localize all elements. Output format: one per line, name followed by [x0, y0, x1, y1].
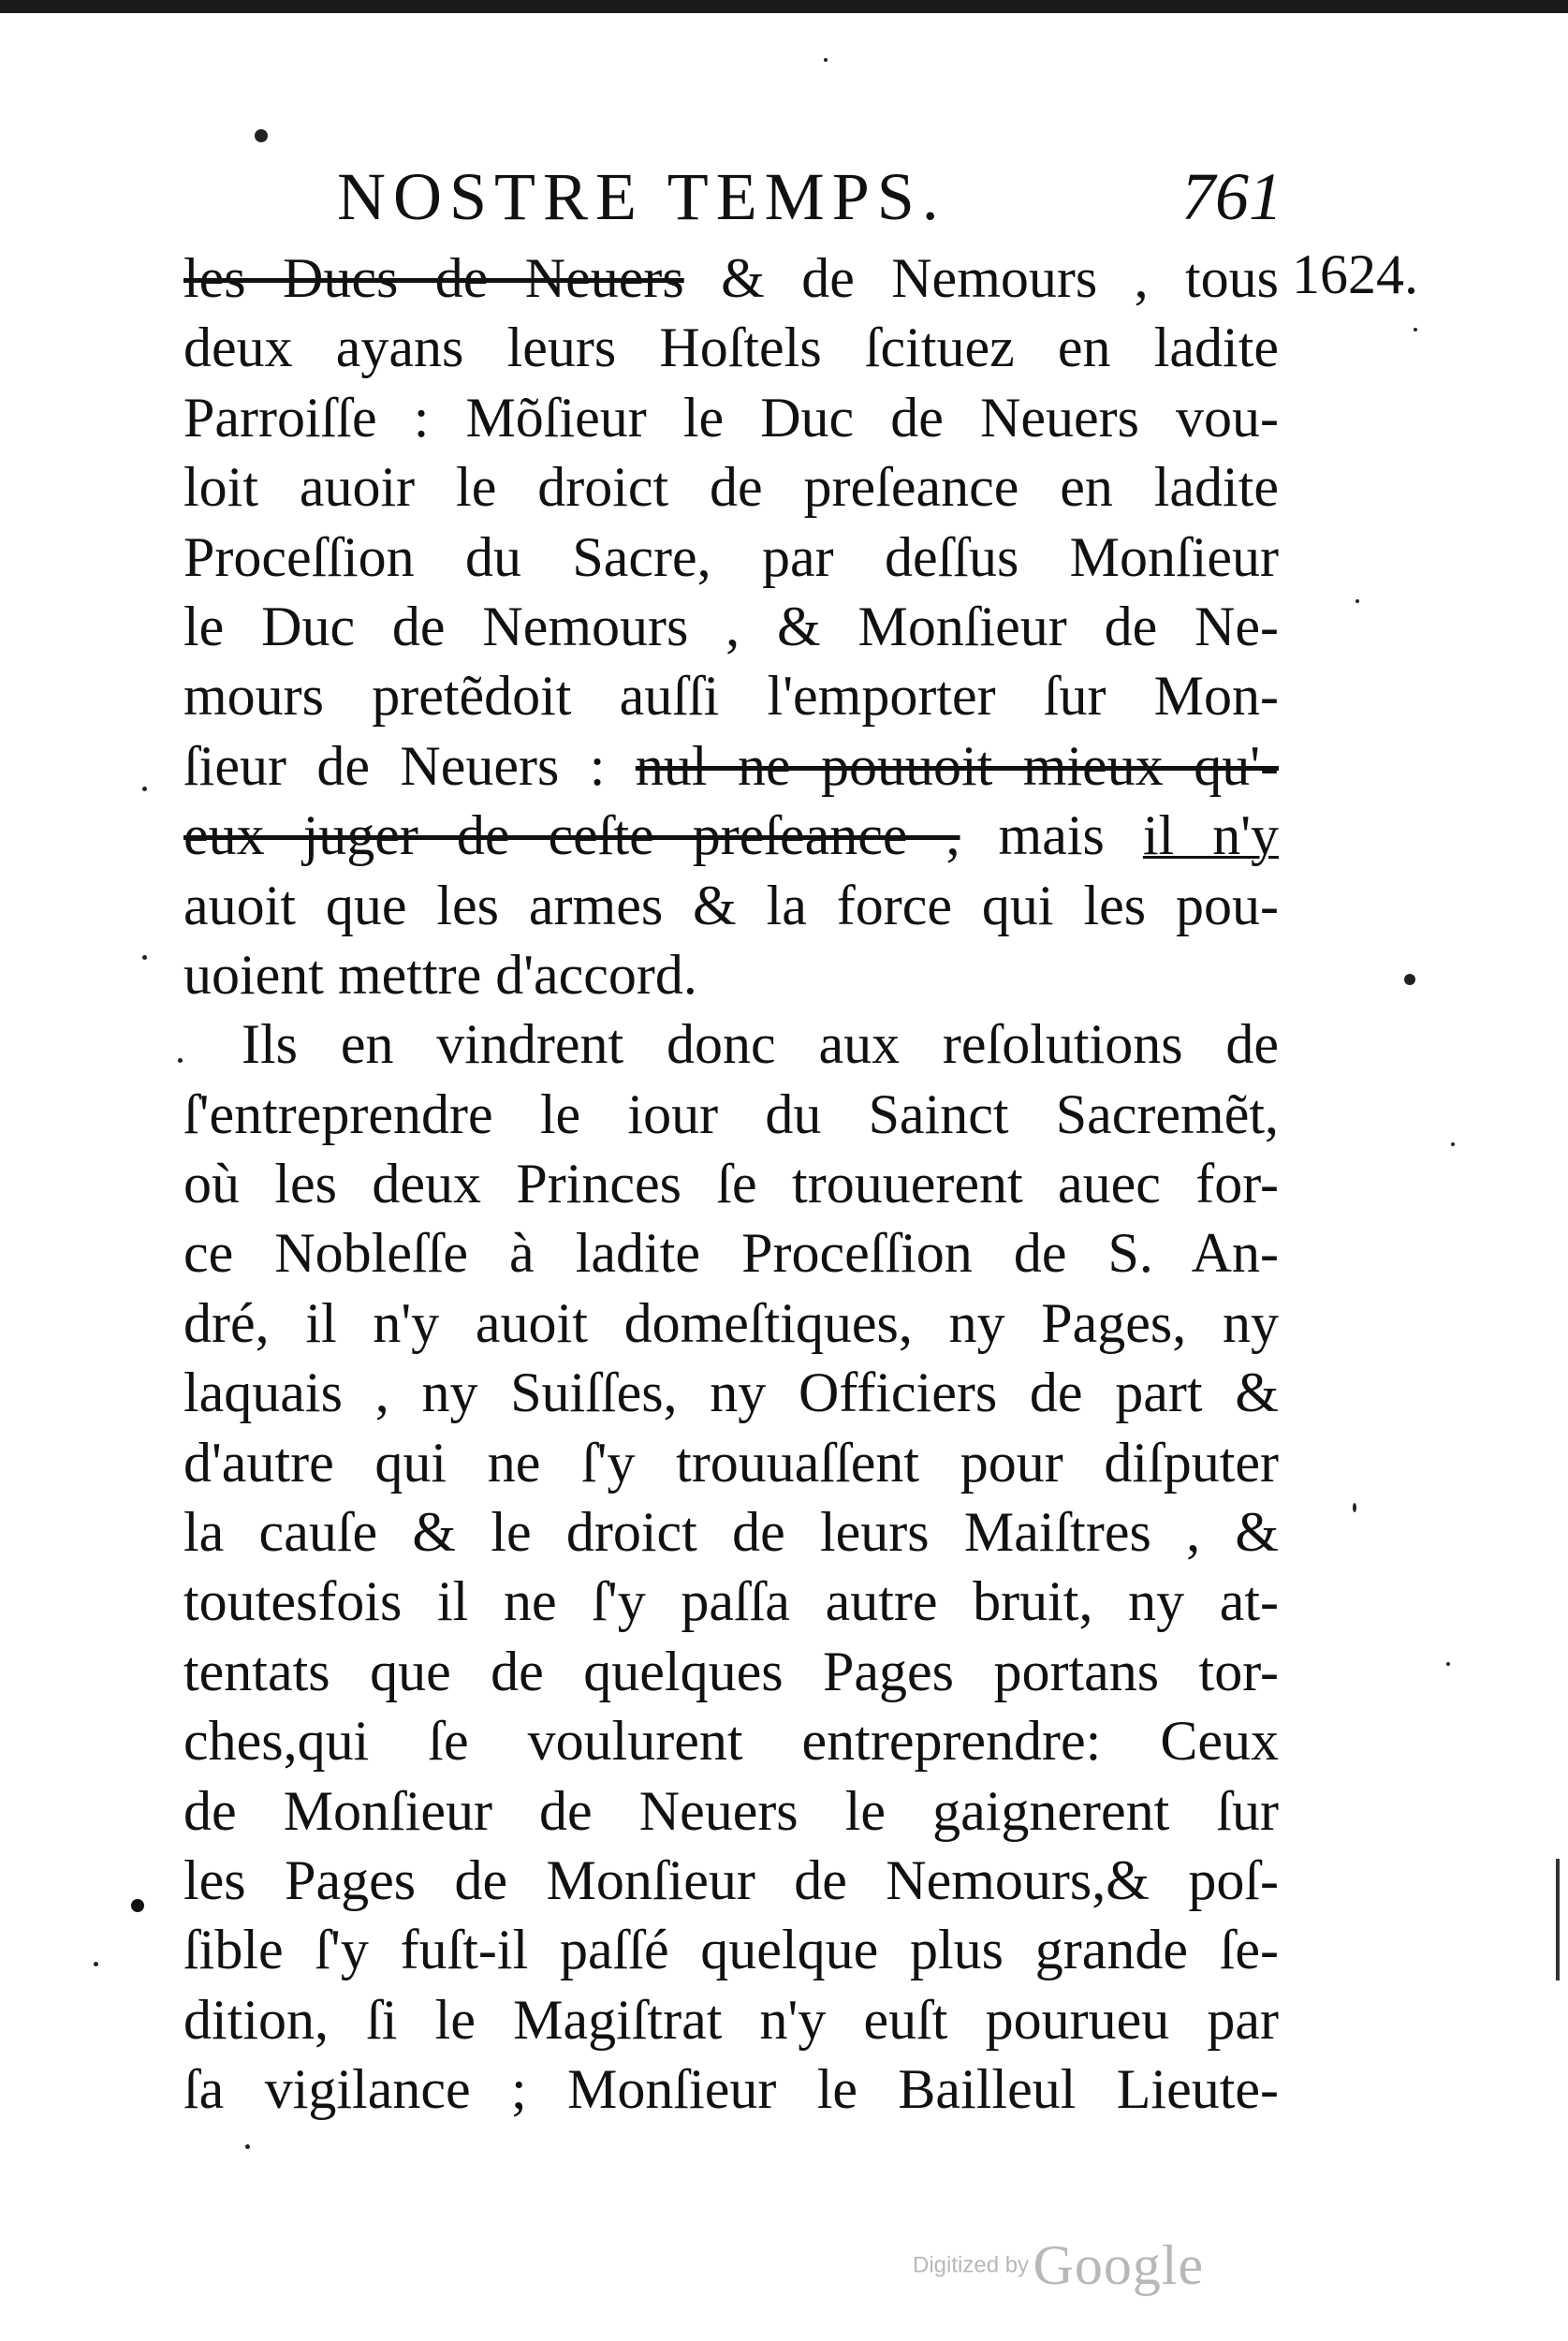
underlined-text: il n'y [1142, 804, 1279, 867]
scan-speck [245, 2144, 250, 2149]
line-text: & de Nemours , tous [721, 247, 1279, 309]
body-text [183, 243, 1279, 2125]
text-line [183, 1706, 1279, 1775]
line-text: où les deux Princes ſe trouuerent auec for- [183, 1153, 1279, 1215]
struck-text: eux juger de ceſte preſeance , [183, 804, 960, 867]
line-text: tentats que de quelques Pages portans tor- [183, 1640, 1279, 1702]
line-text: ſible ſ'y fuſt-il paſſé quelque plus grande ſe- [183, 1919, 1279, 1981]
line-text: uoient mettre d'accord. [183, 943, 697, 1006]
scan-speck [1446, 1662, 1450, 1666]
text-line [183, 452, 1279, 522]
text-line [183, 2054, 1279, 2124]
line-text: ches,qui ſe voulurent entreprendre: Ceux [183, 1710, 1279, 1773]
text-line [183, 1776, 1279, 1846]
line-text: les Pages de Monſieur de Nemours,& poſ- [183, 1848, 1279, 1911]
text-line [183, 1009, 1279, 1079]
scan-speck [142, 787, 147, 791]
line-text: Ils en vindrent donc aux reſolutions de [242, 1013, 1279, 1076]
line-text: ce Nobleſſe à ladite Proceſſion de S. An- [183, 1222, 1279, 1285]
text-line [183, 1358, 1279, 1427]
margin-year: 1624. [1292, 243, 1418, 305]
text-line [183, 1567, 1279, 1636]
text-line [183, 1080, 1279, 1149]
text-line [183, 383, 1279, 452]
text-line [183, 1846, 1279, 1915]
margin-rule [1556, 1859, 1560, 1980]
line-text: le Duc de Nemours , & Monſieur de Ne- [183, 595, 1279, 657]
text-line [183, 1985, 1279, 2054]
scan-speck [1356, 599, 1359, 603]
running-head: NOSTRE TEMPS. [337, 159, 946, 234]
line-text: la cauſe & le droict de leurs Maiſtres , & [183, 1501, 1279, 1564]
line-text: Parroiſſe : Mõſieur le Duc de Neuers vou- [183, 386, 1279, 449]
line-text: de Monſieur de Neuers le gaignerent ſur [183, 1779, 1279, 1842]
line-text: Proceſſion du Sacre, par deſſus Monſieur [183, 525, 1279, 588]
scan-speck [824, 58, 828, 62]
text-line [183, 1497, 1279, 1567]
page-top-edge [0, 0, 1568, 13]
struck-text: les Ducs de Neuers [183, 247, 684, 309]
struck-text: nul ne pouuoit mieux qu'- [635, 734, 1279, 797]
line-text: auoit que les armes & la force qui les pou- [183, 874, 1279, 936]
text-line [183, 1218, 1279, 1288]
text-line [183, 661, 1279, 730]
scan-speck [255, 129, 268, 142]
scan-speck [142, 955, 147, 960]
google-logo: Google [1033, 2234, 1205, 2296]
line-text: dition, ſi le Magiſtrat n'y euſt pourueu par [183, 1988, 1279, 2051]
text-line [183, 1915, 1279, 1984]
line-text: toutesfois il ne ſ'y paſſa autre bruit, ny at- [183, 1570, 1279, 1633]
line-text: ſ'entreprendre le iour du Sainct Sacremẽt, [183, 1082, 1279, 1145]
line-text: dré, il n'y auoit domeſtiques, ny Pages, ny [183, 1291, 1279, 1354]
text-line [183, 1428, 1279, 1497]
page-number: 761 [1181, 159, 1282, 234]
line-text: laquais , ny Suiſſes, ny Officiers de part & [183, 1362, 1279, 1424]
scan-speck [1451, 1142, 1455, 1146]
line-text: mais [998, 804, 1105, 867]
line-text: ſieur de Neuers : [183, 734, 606, 797]
scan-speck [1404, 974, 1415, 985]
line-text: deux ayans leurs Hoſtels ſcituez en ladite [183, 317, 1279, 379]
scan-speck [94, 1962, 98, 1966]
line-text: d'autre qui ne ſ'y trouuaſſent pour diſputer [183, 1431, 1279, 1494]
text-line [183, 731, 1279, 801]
line-text: loit auoir le droict de preſeance en ladite [183, 456, 1279, 519]
text-line [183, 592, 1279, 661]
text-line [183, 801, 1279, 870]
scan-speck [1414, 328, 1417, 331]
text-line [183, 1637, 1279, 1706]
margin-bullet [131, 1899, 144, 1912]
text-line [183, 940, 1279, 1009]
text-line [183, 1149, 1279, 1218]
line-text: mours pretẽdoit auſſi l'emporter ſur Mon- [183, 665, 1279, 728]
text-line [183, 243, 1279, 313]
digitized-watermark [913, 2233, 1204, 2308]
text-line [183, 313, 1279, 382]
text-line [183, 1288, 1279, 1358]
text-line [183, 523, 1279, 592]
text-line [183, 871, 1279, 940]
scan-speck [178, 1058, 183, 1063]
scan-speck [1353, 1503, 1356, 1512]
watermark-prefix: Digitized by [913, 2252, 1030, 2278]
page-header [337, 155, 1292, 239]
line-text: ſa vigilance ; Monſieur le Bailleul Lieute- [183, 2058, 1279, 2121]
